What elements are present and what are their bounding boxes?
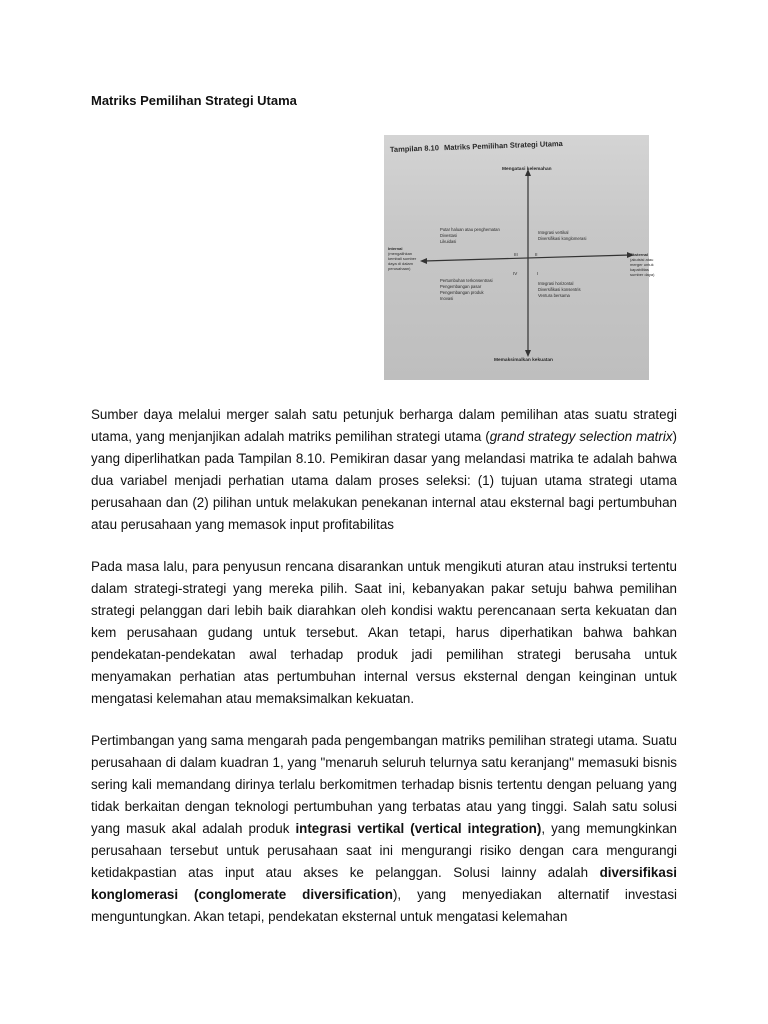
paragraph-3-bold-conglomerate: diversifikasi konglomerasi (conglomerate diversification bbox=[91, 865, 677, 902]
quadrant-iv-label: IV bbox=[513, 271, 518, 276]
paragraph-1-text-a: Sumber daya melalui merger salah satu petunjuk berharga dalam pemilihan atas suatu strategi utama, yang menjanjikan adalah matriks pemilihan strategi utama ( bbox=[91, 407, 677, 444]
paragraph-3-bold-vertical-integration: integrasi vertikal (vertical integration) bbox=[295, 821, 542, 836]
figure-caption-prefix: Tampilan 8.10 bbox=[389, 143, 440, 154]
top-axis-label: Mengatasi kelemahan bbox=[502, 167, 552, 172]
figure-caption-title: Matriks Pemilihan Strategi Utama bbox=[443, 138, 563, 153]
paragraph-1 bbox=[91, 404, 677, 536]
horizontal-axis bbox=[424, 255, 630, 261]
paragraph-2: Pada masa lalu, para penyusun rencana disarankan untuk mengikuti aturan atau instruksi tertentu dalam strategi-strategi yang mereka pilih. Saat ini, kebanyakan pakar setuju bahwa pemilihan strategi pelanggan dari lebih baik diarahkan oleh kondisi waktu perencanaan serta kekuatan dan kem perusahaan gudang untuk tersebut. Akan tetapi, harus diperhatikan bahwa bahkan pendekatan-pendekatan awal terhadap produk jadi pemilihan strategi berusaha untuk menyamakan perhatian atas pertumbuhan internal versus eksternal dengan keinginan untuk mengatasi kelemahan atau memaksimalkan kekuatan. bbox=[91, 559, 677, 706]
quadrant-iii-items: Putar haluan atau penghematan Divestasi Likuidasi bbox=[440, 227, 500, 244]
left-axis-label: Internal (mengalihkan kembali sumber daya di dalam perusahaan) bbox=[388, 246, 417, 271]
paragraph-1-text-b: ) yang diperlihatkan pada Tampilan 8.10. Pemikiran dasar yang melandasi matrika te adalah bahwa dua variabel menjadi perhatian utama dalam proses seleksi: (1) tujuan utama strategi utama perusahaan dan (2) pilihan untuk melakukan penekanan internal atau eksternal bagi pertumbuhan atau perusahaan yang memasok input profitabilitas bbox=[91, 429, 677, 532]
paragraph-1-italic: grand strategy selection matrix bbox=[489, 429, 673, 444]
svg-text:Tampilan 8.10 Matriks Pe bbox=[390, 139, 564, 154]
right-axis-label: Eksternal (akuisisi atau merger untuk kapabilitas sumber daya) bbox=[630, 252, 655, 277]
arrow-left-icon bbox=[420, 258, 427, 264]
paragraph-3-text-c: ), yang menyediakan alternatif investasi menguntungkan. Akan tetapi, pendekatan eksternal untuk mengatasi kelemahan bbox=[91, 887, 677, 924]
quadrant-ii-items: Integrasi vertikal Diversifikasi konglomerasi bbox=[538, 230, 587, 241]
matrix-figure-photo bbox=[384, 135, 655, 380]
paragraph-3-text-a: Pertimbangan yang sama mengarah pada pengembangan matriks pemilihan strategi utama. Suatu perusahaan di dalam kuadran 1, yang "menaruh seluruh telurnya satu keranjang" memasuki bisnis sering kali memandang dirinya terlalu berkomitmen terhadap bisnis tertentu dengan peluang yang tidak berkaitan dengan teknologi pertumbuhan yang terbatas atau yang tinggi. Salah satu solusi yang masuk akal adalah produk bbox=[91, 733, 677, 836]
quadrant-ii-label: II bbox=[535, 252, 538, 257]
bottom-axis-label: Memaksimalkan kekuatan bbox=[494, 358, 553, 363]
page-title: Matriks Pemilihan Strategi Utama bbox=[91, 93, 297, 108]
quadrant-iii-label: III bbox=[514, 252, 518, 257]
quadrant-i-items: Integrasi horizontal Diversifikasi konsentris Ventura bersama bbox=[538, 281, 581, 298]
quadrant-iv-items: Pertumbuhan terkonsentrasi Pengembangan pasar Pengembangan produk Inovasi bbox=[440, 278, 493, 301]
paragraph-3-text-b: , yang memungkinkan perusahaan tersebut untuk perusahaan saat ini mengurangi risiko dengan cara mengurangi ketidakpastian atas input atau akses ke pelanggan. Solusi lainny adalah bbox=[91, 821, 677, 880]
matrix-diagram bbox=[384, 135, 655, 380]
quadrant-i-label: I bbox=[537, 271, 539, 276]
arrow-down-icon bbox=[525, 350, 531, 357]
paragraph-3 bbox=[91, 730, 677, 928]
